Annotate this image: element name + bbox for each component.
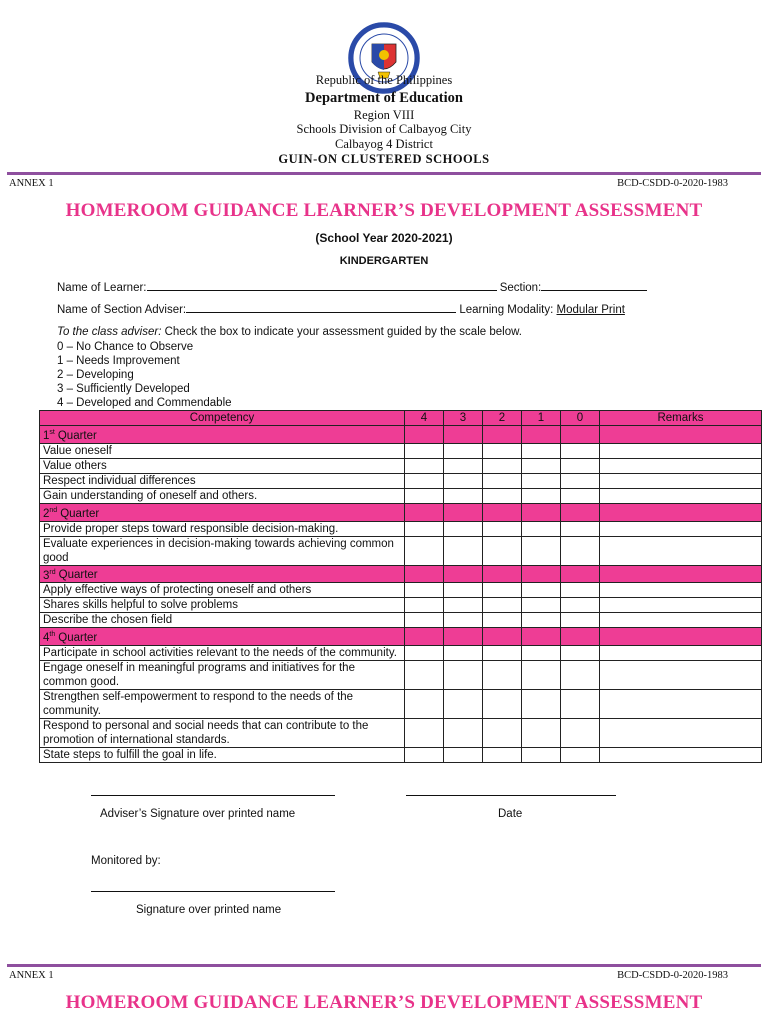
scale-item: 3 – Sufficiently Developed	[57, 383, 190, 395]
score-1-cell[interactable]	[522, 473, 561, 488]
score-0-cell[interactable]	[561, 598, 600, 613]
instructions	[57, 326, 522, 338]
score-1-cell[interactable]	[522, 748, 561, 763]
score-1-cell[interactable]	[522, 690, 561, 719]
competency-text: Strengthen self-empowerment to respond to the needs of the community.	[40, 690, 405, 719]
score-2-cell[interactable]	[483, 458, 522, 473]
quarter-header-cell	[483, 426, 522, 444]
table-row	[40, 690, 762, 719]
score-0-cell[interactable]	[561, 690, 600, 719]
score-0-cell[interactable]	[561, 613, 600, 628]
score-0-cell[interactable]	[561, 488, 600, 503]
quarter-header-cell	[522, 426, 561, 444]
department-text: Department of Education	[305, 90, 463, 106]
scale-item: 4 – Developed and Commendable	[57, 397, 232, 409]
quarter-header-cell	[444, 565, 483, 583]
cluster-text: GUIN-ON CLUSTERED SCHOOLS	[278, 152, 490, 166]
col-competency: Competency	[40, 411, 405, 426]
score-2-cell[interactable]	[483, 583, 522, 598]
score-4-cell[interactable]	[405, 661, 444, 690]
republic-text: Republic of the Philippines	[315, 73, 453, 87]
score-2-cell[interactable]	[483, 719, 522, 748]
score-4-cell[interactable]	[405, 719, 444, 748]
score-0-cell[interactable]	[561, 443, 600, 458]
scale-item: 1 – Needs Improvement	[57, 355, 180, 367]
section-label: Section:	[499, 282, 542, 294]
document-code: BCD-CSDD-0-2020-1983	[617, 178, 728, 189]
quarter-header-cell	[561, 565, 600, 583]
competency-text: State steps to fulfill the goal in life.	[40, 748, 405, 763]
quarter-header-cell	[522, 503, 561, 521]
score-3-cell[interactable]	[444, 521, 483, 536]
quarter-header-cell	[405, 565, 444, 583]
page-title: HOMEROOM GUIDANCE LEARNER’S DEVELOPMENT ASSESSMENT	[65, 200, 703, 221]
col-3: 3	[444, 411, 483, 426]
score-4-cell[interactable]	[405, 748, 444, 763]
score-2-cell[interactable]	[483, 488, 522, 503]
quarter-header-cell	[561, 628, 600, 646]
remarks-cell[interactable]	[600, 488, 762, 503]
score-0-cell[interactable]	[561, 661, 600, 690]
scale-list	[57, 340, 232, 410]
quarter-header-cell	[522, 565, 561, 583]
col-4: 4	[405, 411, 444, 426]
col-1: 1	[522, 411, 561, 426]
remarks-cell[interactable]	[600, 473, 762, 488]
score-2-cell[interactable]	[483, 661, 522, 690]
competency-text: Provide proper steps toward responsible decision-making.	[40, 521, 405, 536]
score-0-cell[interactable]	[561, 473, 600, 488]
learner-name-input[interactable]	[147, 279, 497, 291]
header-divider	[7, 172, 761, 175]
table-row	[40, 458, 762, 473]
monitored-by-label: Monitored by:	[91, 855, 161, 867]
adviser-signature-line[interactable]	[91, 795, 335, 796]
score-1-cell[interactable]	[522, 613, 561, 628]
score-2-cell[interactable]	[483, 443, 522, 458]
table-row	[40, 661, 762, 690]
competency-text: Gain understanding of oneself and others.	[40, 488, 405, 503]
quarter-header-row	[40, 426, 762, 444]
score-4-cell[interactable]	[405, 690, 444, 719]
score-4-cell[interactable]	[405, 598, 444, 613]
quarter-header-cell	[600, 503, 762, 521]
assessment-table	[39, 410, 762, 763]
remarks-cell[interactable]	[600, 661, 762, 690]
score-4-cell[interactable]	[405, 473, 444, 488]
table-row	[40, 583, 762, 598]
score-3-cell[interactable]	[444, 473, 483, 488]
table-row	[40, 613, 762, 628]
quarter-header-cell	[483, 565, 522, 583]
monitor-signature-line[interactable]	[91, 891, 335, 892]
grade-level: KINDERGARTEN	[339, 255, 429, 267]
table-row	[40, 473, 762, 488]
table-row	[40, 536, 762, 565]
remarks-cell[interactable]	[600, 646, 762, 661]
quarter-header-cell	[405, 426, 444, 444]
score-2-cell[interactable]	[483, 473, 522, 488]
modality-value: Modular Print	[556, 304, 625, 316]
competency-text: Respect individual differences	[40, 473, 405, 488]
district-text: Calbayog 4 District	[335, 137, 433, 151]
score-1-cell[interactable]	[522, 646, 561, 661]
score-1-cell[interactable]	[522, 583, 561, 598]
score-2-cell[interactable]	[483, 748, 522, 763]
scale-item: 2 – Developing	[57, 369, 134, 381]
quarter-header-cell	[405, 628, 444, 646]
competency-text: Shares skills helpful to solve problems	[40, 598, 405, 613]
division-text: Schools Division of Calbayog City	[296, 122, 472, 136]
section-input[interactable]	[541, 279, 647, 291]
score-0-cell[interactable]	[561, 646, 600, 661]
footer-divider	[7, 964, 761, 967]
scale-item: 0 – No Chance to Observe	[57, 341, 194, 353]
score-1-cell[interactable]	[522, 719, 561, 748]
score-4-cell[interactable]	[405, 536, 444, 565]
adviser-signature-label: Adviser’s Signature over printed name	[100, 808, 296, 820]
score-4-cell[interactable]	[405, 458, 444, 473]
score-0-cell[interactable]	[561, 521, 600, 536]
footer-document-code: BCD-CSDD-0-2020-1983	[617, 970, 728, 981]
competency-text: Respond to personal and social needs that can contribute to the promotion of international standards.	[40, 719, 405, 748]
adviser-field-row	[57, 301, 625, 316]
score-3-cell[interactable]	[444, 748, 483, 763]
competency-text: Evaluate experiences in decision-making towards achieving common good	[40, 536, 405, 565]
competency-text: Value oneself	[40, 443, 405, 458]
quarter-label: 3rd Quarter	[40, 565, 405, 583]
score-2-cell[interactable]	[483, 598, 522, 613]
score-4-cell[interactable]	[405, 521, 444, 536]
score-0-cell[interactable]	[561, 748, 600, 763]
date-label: Date	[498, 808, 523, 820]
score-4-cell[interactable]	[405, 583, 444, 598]
score-2-cell[interactable]	[483, 690, 522, 719]
score-2-cell[interactable]	[483, 536, 522, 565]
quarter-header-cell	[600, 565, 762, 583]
quarter-label: 1st Quarter	[40, 426, 405, 444]
col-0: 0	[561, 411, 600, 426]
adviser-label: Name of Section Adviser:	[57, 304, 187, 316]
score-3-cell[interactable]	[444, 613, 483, 628]
remarks-cell[interactable]	[600, 458, 762, 473]
table-row	[40, 521, 762, 536]
quarter-header-cell	[600, 628, 762, 646]
region-text: Region VIII	[353, 108, 415, 122]
remarks-cell[interactable]	[600, 598, 762, 613]
competency-text: Describe the chosen field	[40, 613, 405, 628]
quarter-header-row	[40, 628, 762, 646]
remarks-cell[interactable]	[600, 690, 762, 719]
score-3-cell[interactable]	[444, 488, 483, 503]
quarter-header-cell	[444, 628, 483, 646]
score-2-cell[interactable]	[483, 521, 522, 536]
score-1-cell[interactable]	[522, 458, 561, 473]
school-year: (School Year 2020-2021)	[315, 231, 453, 245]
quarter-header-cell	[483, 503, 522, 521]
table-row	[40, 719, 762, 748]
remarks-cell[interactable]	[600, 521, 762, 536]
learner-field-row	[57, 279, 647, 294]
score-1-cell[interactable]	[522, 521, 561, 536]
remarks-cell[interactable]	[600, 536, 762, 565]
score-1-cell[interactable]	[522, 536, 561, 565]
score-4-cell[interactable]	[405, 488, 444, 503]
quarter-header-row	[40, 565, 762, 583]
score-1-cell[interactable]	[522, 661, 561, 690]
score-2-cell[interactable]	[483, 646, 522, 661]
table-row	[40, 748, 762, 763]
score-0-cell[interactable]	[561, 458, 600, 473]
date-line[interactable]	[406, 795, 616, 796]
annex-label: ANNEX 1	[9, 178, 54, 189]
score-3-cell[interactable]	[444, 583, 483, 598]
remarks-cell[interactable]	[600, 719, 762, 748]
instructions-lead: To the class adviser:	[57, 326, 162, 338]
competency-text: Participate in school activities relevant to the needs of the community.	[40, 646, 405, 661]
col-2: 2	[483, 411, 522, 426]
score-0-cell[interactable]	[561, 536, 600, 565]
quarter-header-cell	[600, 426, 762, 444]
remarks-cell[interactable]	[600, 613, 762, 628]
monitor-signature-label: Signature over printed name	[136, 904, 282, 916]
table-row	[40, 646, 762, 661]
quarter-label: 2nd Quarter	[40, 503, 405, 521]
score-3-cell[interactable]	[444, 690, 483, 719]
quarter-header-row	[40, 503, 762, 521]
score-0-cell[interactable]	[561, 719, 600, 748]
table-row	[40, 488, 762, 503]
quarter-header-cell	[522, 628, 561, 646]
score-3-cell[interactable]	[444, 719, 483, 748]
score-4-cell[interactable]	[405, 613, 444, 628]
modality-label: Learning Modality:	[459, 304, 554, 316]
footer-annex-label: ANNEX 1	[9, 970, 54, 981]
score-1-cell[interactable]	[522, 488, 561, 503]
competency-text: Engage oneself in meaningful programs and initiatives for the common good.	[40, 661, 405, 690]
score-1-cell[interactable]	[522, 598, 561, 613]
score-2-cell[interactable]	[483, 613, 522, 628]
quarter-header-cell	[561, 426, 600, 444]
table-header-row	[40, 411, 762, 426]
score-3-cell[interactable]	[444, 646, 483, 661]
quarter-header-cell	[444, 503, 483, 521]
score-3-cell[interactable]	[444, 598, 483, 613]
quarter-header-cell	[483, 628, 522, 646]
score-3-cell[interactable]	[444, 443, 483, 458]
remarks-cell[interactable]	[600, 443, 762, 458]
score-4-cell[interactable]	[405, 646, 444, 661]
quarter-header-cell	[444, 426, 483, 444]
learner-label: Name of Learner:	[57, 282, 147, 294]
competency-text: Apply effective ways of protecting oneself and others	[40, 583, 405, 598]
remarks-cell[interactable]	[600, 583, 762, 598]
remarks-cell[interactable]	[600, 748, 762, 763]
score-3-cell[interactable]	[444, 536, 483, 565]
footer-title: HOMEROOM GUIDANCE LEARNER’S DEVELOPMENT ASSESSMENT	[65, 992, 703, 1013]
quarter-header-cell	[561, 503, 600, 521]
competency-text: Value others	[40, 458, 405, 473]
score-3-cell[interactable]	[444, 661, 483, 690]
table-row	[40, 598, 762, 613]
score-3-cell[interactable]	[444, 458, 483, 473]
col-remarks: Remarks	[600, 411, 762, 426]
instructions-text: Check the box to indicate your assessment guided by the scale below.	[164, 326, 522, 338]
quarter-header-cell	[405, 503, 444, 521]
score-4-cell[interactable]	[405, 443, 444, 458]
adviser-name-input[interactable]	[186, 301, 456, 313]
quarter-label: 4th Quarter	[40, 628, 405, 646]
score-0-cell[interactable]	[561, 583, 600, 598]
table-row	[40, 443, 762, 458]
score-1-cell[interactable]	[522, 443, 561, 458]
